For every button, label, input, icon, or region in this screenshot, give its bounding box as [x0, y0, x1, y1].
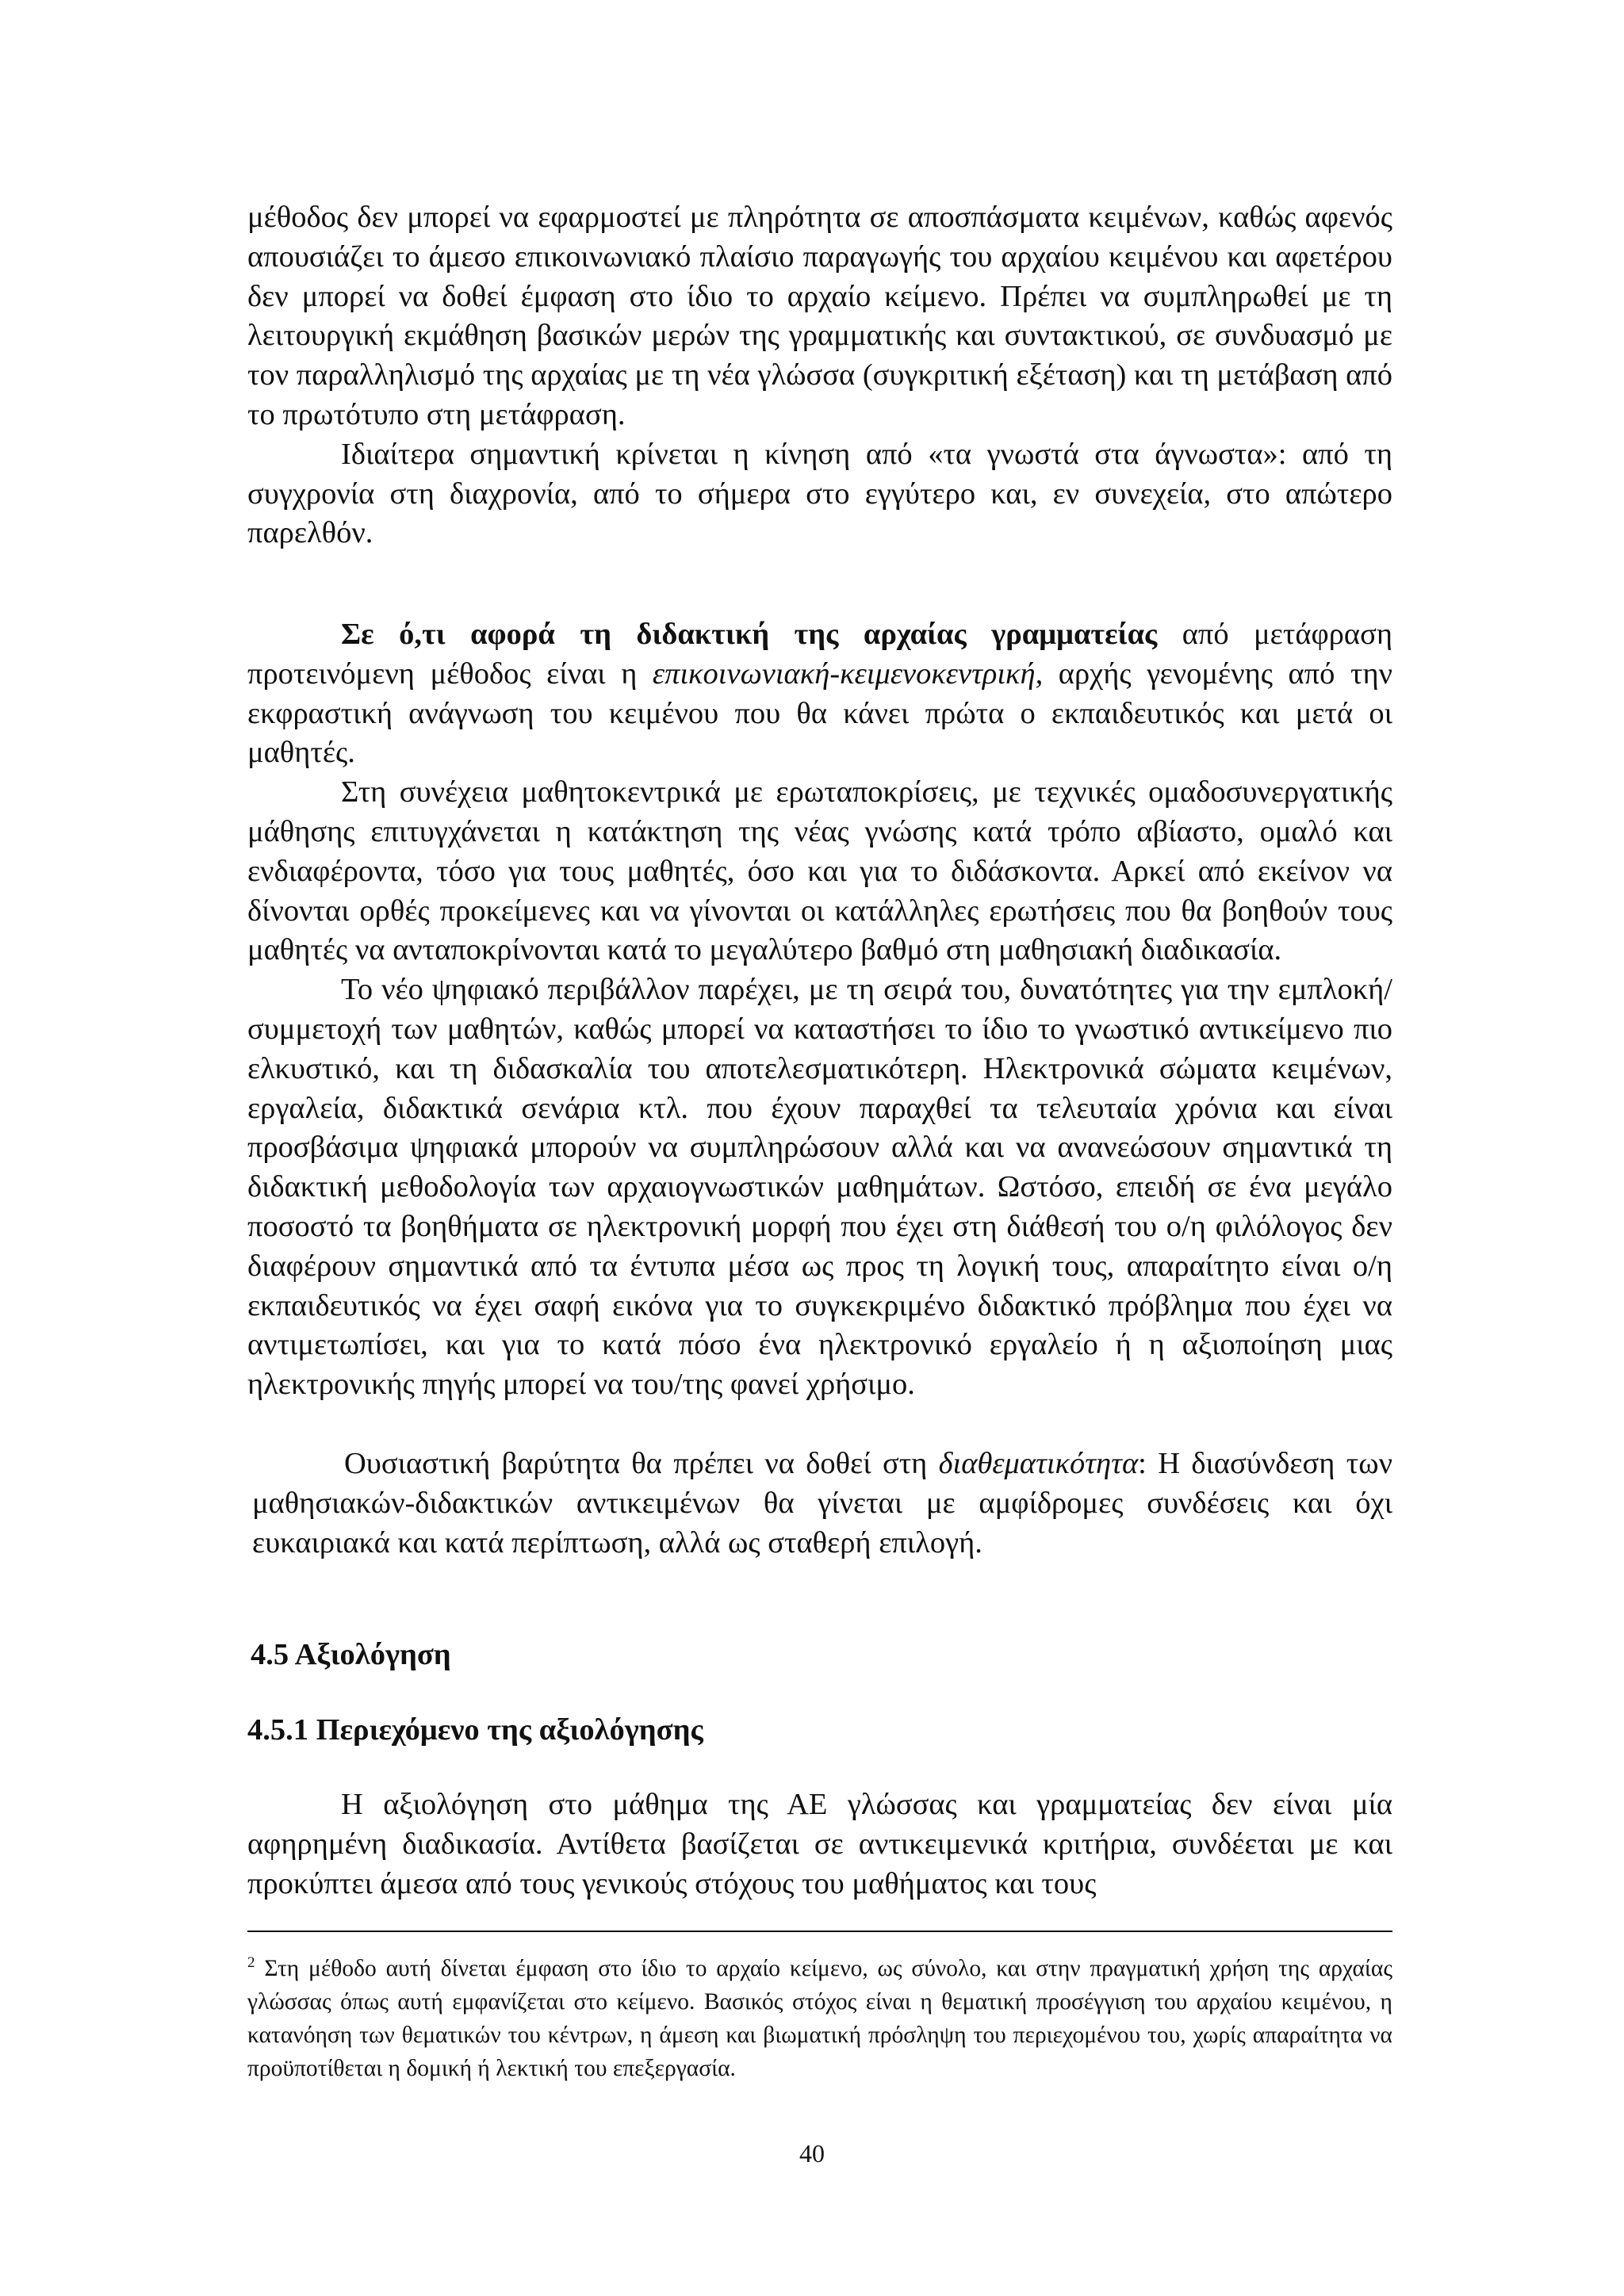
- section-block: [247, 1785, 1392, 1904]
- subsection-heading: 4.5.1 Περιεχόμενο της αξιολόγησης: [247, 1713, 703, 1747]
- literature-lead-italic: επικοινωνιακή-κειμενοκεντρική,: [652, 656, 1044, 691]
- intro-paragraph-2: Ιδιαίτερα σημαντική κρίνεται η κίνηση από «τα γνωστά στα άγνωστα»: από τη συγχρονία στη διαχρονία, από το σήμερα στο εγγύτερο και, εν συνεχεία, στο απώτερο παρελθόν.: [247, 437, 1392, 550]
- literature-p4-italic: διαθεματικότητα: [938, 1447, 1139, 1480]
- literature-paragraph-4: [252, 1445, 1392, 1563]
- literature-lead-bold: Σε ό,τι αφορά τη διδακτική της αρχαίας γραμματείας: [341, 618, 1158, 651]
- footnote-divider: [247, 1931, 1392, 1932]
- page-number: 40: [799, 2139, 825, 2168]
- literature-paragraph-2: Στη συνέχεια μαθητοκεντρικά με ερωταποκρίσεις, με τεχνικές ομαδοσυνεργατικής μάθησης επιτυγχάνεται η κατάκτηση της νέας γνώσης κατά τρόπο αβίαστο, ομαλό και ενδιαφέροντα, τόσο για τους μαθητές, όσο και για το διδάσκοντα. Αρκεί από εκείνον να δίνονται ορθές προκείμενες και να γίνονται οι κατάλληλες ερωτήσεις που θα βοηθούν τους μαθητές να ανταποκρίνονται κατά το μεγαλύτερο βαθμό στη μαθησιακή διαδικασία.: [247, 775, 1392, 967]
- literature-p4-end: : Η διασύνδεση των μαθησιακών-διδακτικών αντικειμένων θα γίνεται με αμφίδρομες συνδέσεις και όχι ευκαιριακά και κατά περίπτωση, αλλά ως σταθερή επιλογή.: [252, 1447, 1392, 1559]
- footnote: [247, 1952, 1392, 2085]
- literature-lead-text-1: από μετάφραση προτεινόμενη μέθοδος είναι η: [247, 618, 1392, 691]
- literature-block: [247, 615, 1392, 1405]
- footnote-marker: 2: [247, 1954, 255, 1971]
- intro-paragraph-1: μέθοδος δεν μπορεί να εφαρμοστεί με πληρότητα σε αποσπάσματα κειμένων, καθώς αφενός απουσιάζει το άμεσο επικοινωνιακό πλαίσιο παραγωγής του αρχαίου κειμένου και αφετέρου δεν μπορεί να δοθεί έμφαση στο ίδιο το αρχαίο κείμενο. Πρέπει να συμπληρωθεί με τη λειτουργική εκμάθηση βασικών μερών της γραμματικής και συντακτικού, σε συνδυασμό με τον παραλληλισμό της αρχαίας με τη νέα γλώσσα (συγκριτική εξέταση) και τη μετάβαση από το πρωτότυπο στη μετάφραση.: [247, 201, 1392, 431]
- literature-paragraph-1: [247, 615, 1392, 773]
- footnote-text: Στη μέθοδο αυτή δίνεται έμφαση στο ίδιο το αρχαίο κείμενο, ως σύνολο, και στην πραγματική χρήση της αρχαίας γλώσσας όπως αυτή εμφανίζεται στο κείμενο. Βασικός στόχος είναι η θεματική προσέγγιση του αρχαίου κειμένου, η κατανόηση των θεματικών του κέντρων, η άμεση και βιωματική πρόσληψη του περιεχομένου του, χωρίς απαραίτητα να προϋποτίθεται η δομική ή λεκτική του επεξεργασία.: [247, 1956, 1392, 2081]
- literature-p4-start: Ουσιαστική βαρύτητα θα πρέπει να δοθεί στη: [344, 1447, 939, 1480]
- section-heading: 4.5 Αξιολόγηση: [251, 1638, 451, 1671]
- intro-block: [247, 198, 1392, 553]
- literature-paragraph-3: Το νέο ψηφιακό περιβάλλον παρέχει, με τη σειρά του, δυνατότητες για την εμπλοκή/συμμετοχή των μαθητών, καθώς μπορεί να καταστήσει το ίδιο το γνωστικό αντικείμενο πιο ελκυστικό, και τη διδασκαλία του αποτελεσματικότερη. Ηλεκτρονικά σώματα κειμένων, εργαλεία, διδακτικά σενάρια κτλ. που έχουν παραχθεί τα τελευταία χρόνια και είναι προσβάσιμα ψηφιακά μπορούν να συμπληρώσουν αλλά και να ανανεώσουν σημαντικά τη διδακτική μεθοδολογία των αρχαιογνωστικών μαθημάτων. Ωστόσο, επειδή σε ένα μεγάλο ποσοστό τα βοηθήματα σε ηλεκτρονική μορφή που έχει στη διάθεσή του ο/η φιλόλογος δεν διαφέρουν σημαντικά από τα έντυπα μέσα ως προς τη λογική τους, απαραίτητο είναι ο/η εκπαιδευτικός να έχει σαφή εικόνα για το συγκεκριμένο διδακτικό πρόβλημα που έχει να αντιμετωπίσει, και για το κατά πόσο ένα ηλεκτρονικό εργαλείο ή η αξιοποίηση μιας ηλεκτρονικής πηγής μπορεί να του/της φανεί χρήσιμο.: [247, 973, 1392, 1402]
- section-paragraph-1: Η αξιολόγηση στο μάθημα της ΑΕ γλώσσας και γραμματείας δεν είναι μία αφηρημένη διαδικασία. Αντίθετα βασίζεται σε αντικειμενικά κριτήρια, συνδέεται με και προκύπτει άμεσα από τους γενικούς στόχους του μαθήματος και τους: [247, 1788, 1392, 1900]
- literature-lead-text-2: αρχής γενομένης από την εκφραστική ανάγνωση του κειμένου που θα κάνει πρώτα ο εκπαιδευτικός και μετά οι μαθητές.: [247, 656, 1392, 770]
